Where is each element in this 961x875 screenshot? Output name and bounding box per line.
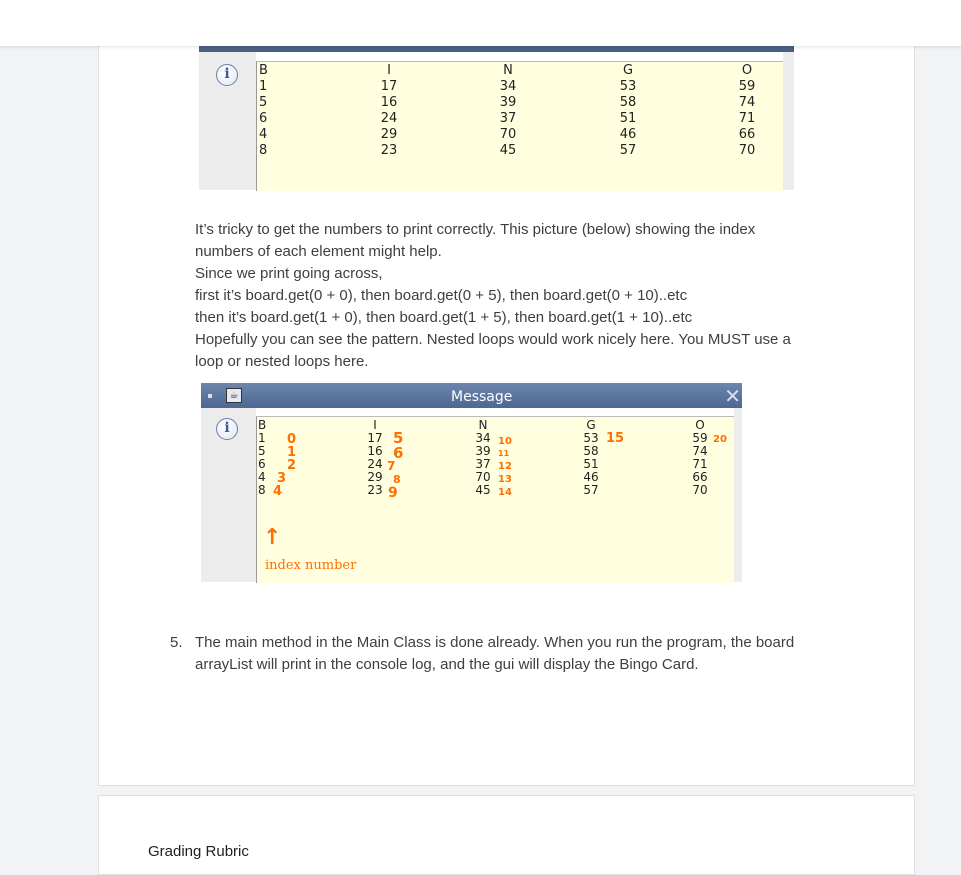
info-icon: i [216,418,238,440]
explanation-line-5: then it’s board.get(1 + 0), then board.get(1 + 5), then board.get(1 + 10)..etc [195,309,693,326]
column-o: O 59 74 71 66 70 [692,418,708,497]
index-number: 13 [498,474,512,485]
column-o: O 59 74 71 66 70 [738,63,756,158]
index-number: 11 [498,449,510,458]
index-number: 3 [277,471,287,486]
column-i: I 17 16 24 29 23 [367,418,383,497]
section-title: Grading Rubric [148,843,249,860]
column-g: G 53 58 51 46 57 [583,418,599,497]
window-title: Message [451,389,513,405]
window-menu-icon [208,394,212,398]
index-number: 20 [713,434,727,445]
index-number: 8 [393,473,401,486]
column-n: N 34 39 37 70 45 [475,418,491,497]
index-number: 2 [287,458,297,473]
index-number: 5 [393,429,404,447]
explanation-line-6: Hopefully you can see the pattern. Nested loops would work nicely here. You MUST use a [195,331,791,348]
column-b: B 1 5 6 4 8 [258,418,267,497]
explanation-line-3: Since we print going across, [195,265,383,282]
explanation-line-2: numbers of each element might help. [195,243,442,260]
explanation-line-7: loop or nested loops here. [195,353,369,370]
index-number: 12 [498,461,512,472]
column-b: B 1 5 6 4 8 [259,63,268,158]
index-number-annotation: index number [265,558,357,573]
index-number: 9 [388,485,398,501]
info-icon: i [216,64,238,86]
step-number: 5. [170,634,183,651]
index-number: 10 [498,436,512,447]
bingo-output-screenshot [199,46,794,190]
index-number: 0 [287,432,297,447]
annotated-bingo-screenshot [201,380,742,582]
index-number: 7 [387,459,396,473]
column-g: G 53 58 51 46 57 [619,63,637,158]
column-i: I 17 16 24 29 23 [380,63,398,158]
index-number: 4 [273,484,283,499]
column-n: N 34 39 37 70 45 [499,63,517,158]
top-app-bar [0,0,961,46]
index-number: 14 [498,487,512,498]
close-icon: ✕ [724,384,741,408]
index-number: 6 [393,444,404,462]
java-app-icon: ☕ [226,388,242,403]
explanation-line-1: It’s tricky to get the numbers to print correctly. This picture (below) showing the index [195,221,756,238]
arrow-up-icon: ↑ [263,525,282,550]
index-number: 1 [287,445,297,460]
explanation-line-4: first it’s board.get(0 + 0), then board.get(0 + 5), then board.get(0 + 10)..etc [195,287,688,304]
message-window-titlebar [201,383,742,408]
index-number: 15 [606,431,625,446]
grading-rubric-card [98,795,915,875]
step-text: The main method in the Main Class is done already. When you run the program, the board arrayList will print in the console log, and the gui will display the Bingo Card. [195,634,795,673]
window-titlebar-edge [199,46,794,52]
